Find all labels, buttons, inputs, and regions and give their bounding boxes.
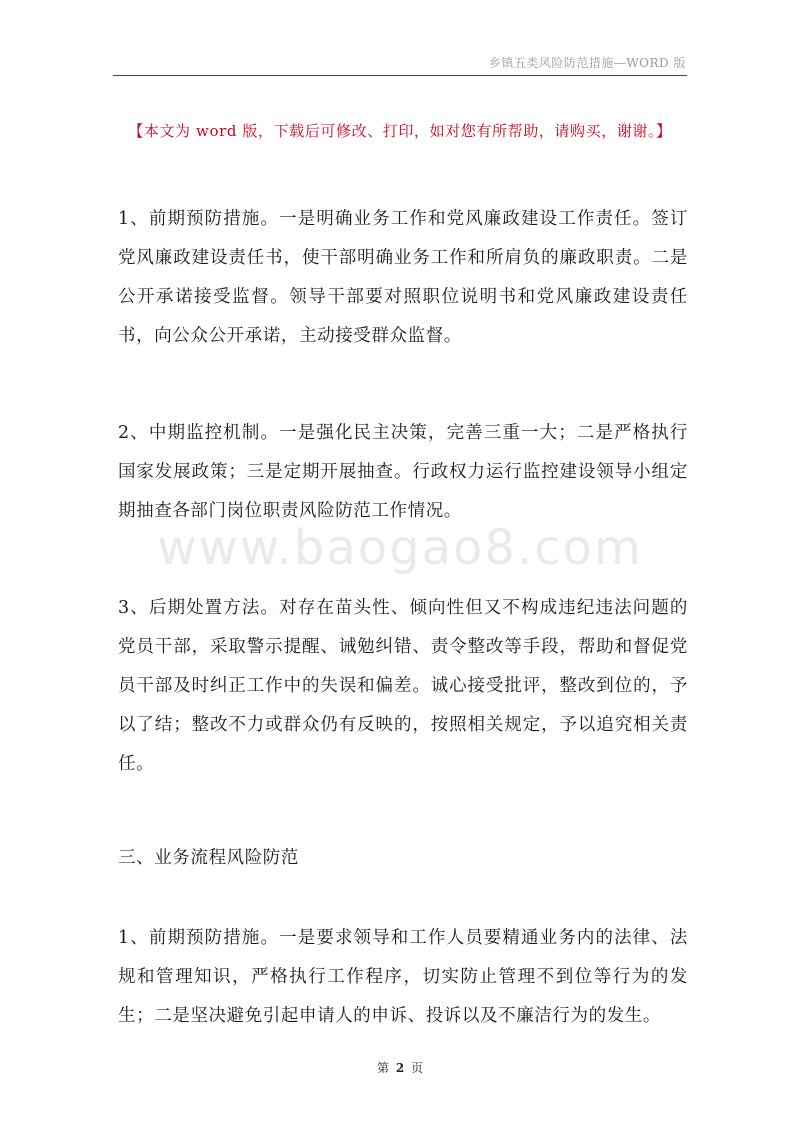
footer-suffix: 页 bbox=[411, 1061, 424, 1075]
watermark-text: www.baogao8.com bbox=[157, 520, 643, 576]
page-number: 2 bbox=[395, 1061, 405, 1075]
download-notice: 【本文为 word 版，下载后可修改、打印，如对您有所帮助，请购买，谢谢。】 bbox=[128, 122, 672, 140]
paragraph-late-handling: 3、后期处置方法。对存在苗头性、倾向性但又不构成违纪违法问题的党员干部，采取警示提醒、诫勉纠错、责令整改等手段，帮助和督促党员干部及时纠正工作中的失误和偏差。诚心接受批评，整改到位的，予以了结；整改不力或群众仍有反映的，按照相关规定，予以追究相关责任。 bbox=[118, 598, 688, 774]
header-divider bbox=[113, 75, 687, 76]
footer-prefix: 第 bbox=[376, 1061, 389, 1075]
page-header-title: 乡镇五类风险防范措施—WORD 版 bbox=[488, 56, 686, 70]
paragraph-business-early-prevention: 1、前期预防措施。一是要求领导和工作人员要精通业务内的法律、法规和管理知识，严格执行工作程序，切实防止管理不到位等行为的发生；二是坚决避免引起申请人的申诉、投诉以及不廉洁行为的发生。 bbox=[118, 928, 688, 1026]
paragraph-early-prevention: 1、前期预防措施。一是明确业务工作和党风廉政建设工作责任。签订党风廉政建设责任书，使干部明确业务工作和所肩负的廉政职责。二是公开承诺接受监督。领导干部要对照职位说明书和党风廉政建设责任书，向公众公开承诺，主动接受群众监督。 bbox=[118, 209, 688, 346]
section-heading-business-process: 三、业务流程风险防范 bbox=[118, 848, 299, 868]
paragraph-mid-monitoring: 2、中期监控机制。一是强化民主决策，完善三重一大；二是严格执行国家发展政策；三是定期开展抽查。行政权力运行监控建设领导小组定期抽查各部门岗位职责风险防范工作情况。 bbox=[118, 423, 688, 521]
page-footer bbox=[0, 1059, 800, 1076]
